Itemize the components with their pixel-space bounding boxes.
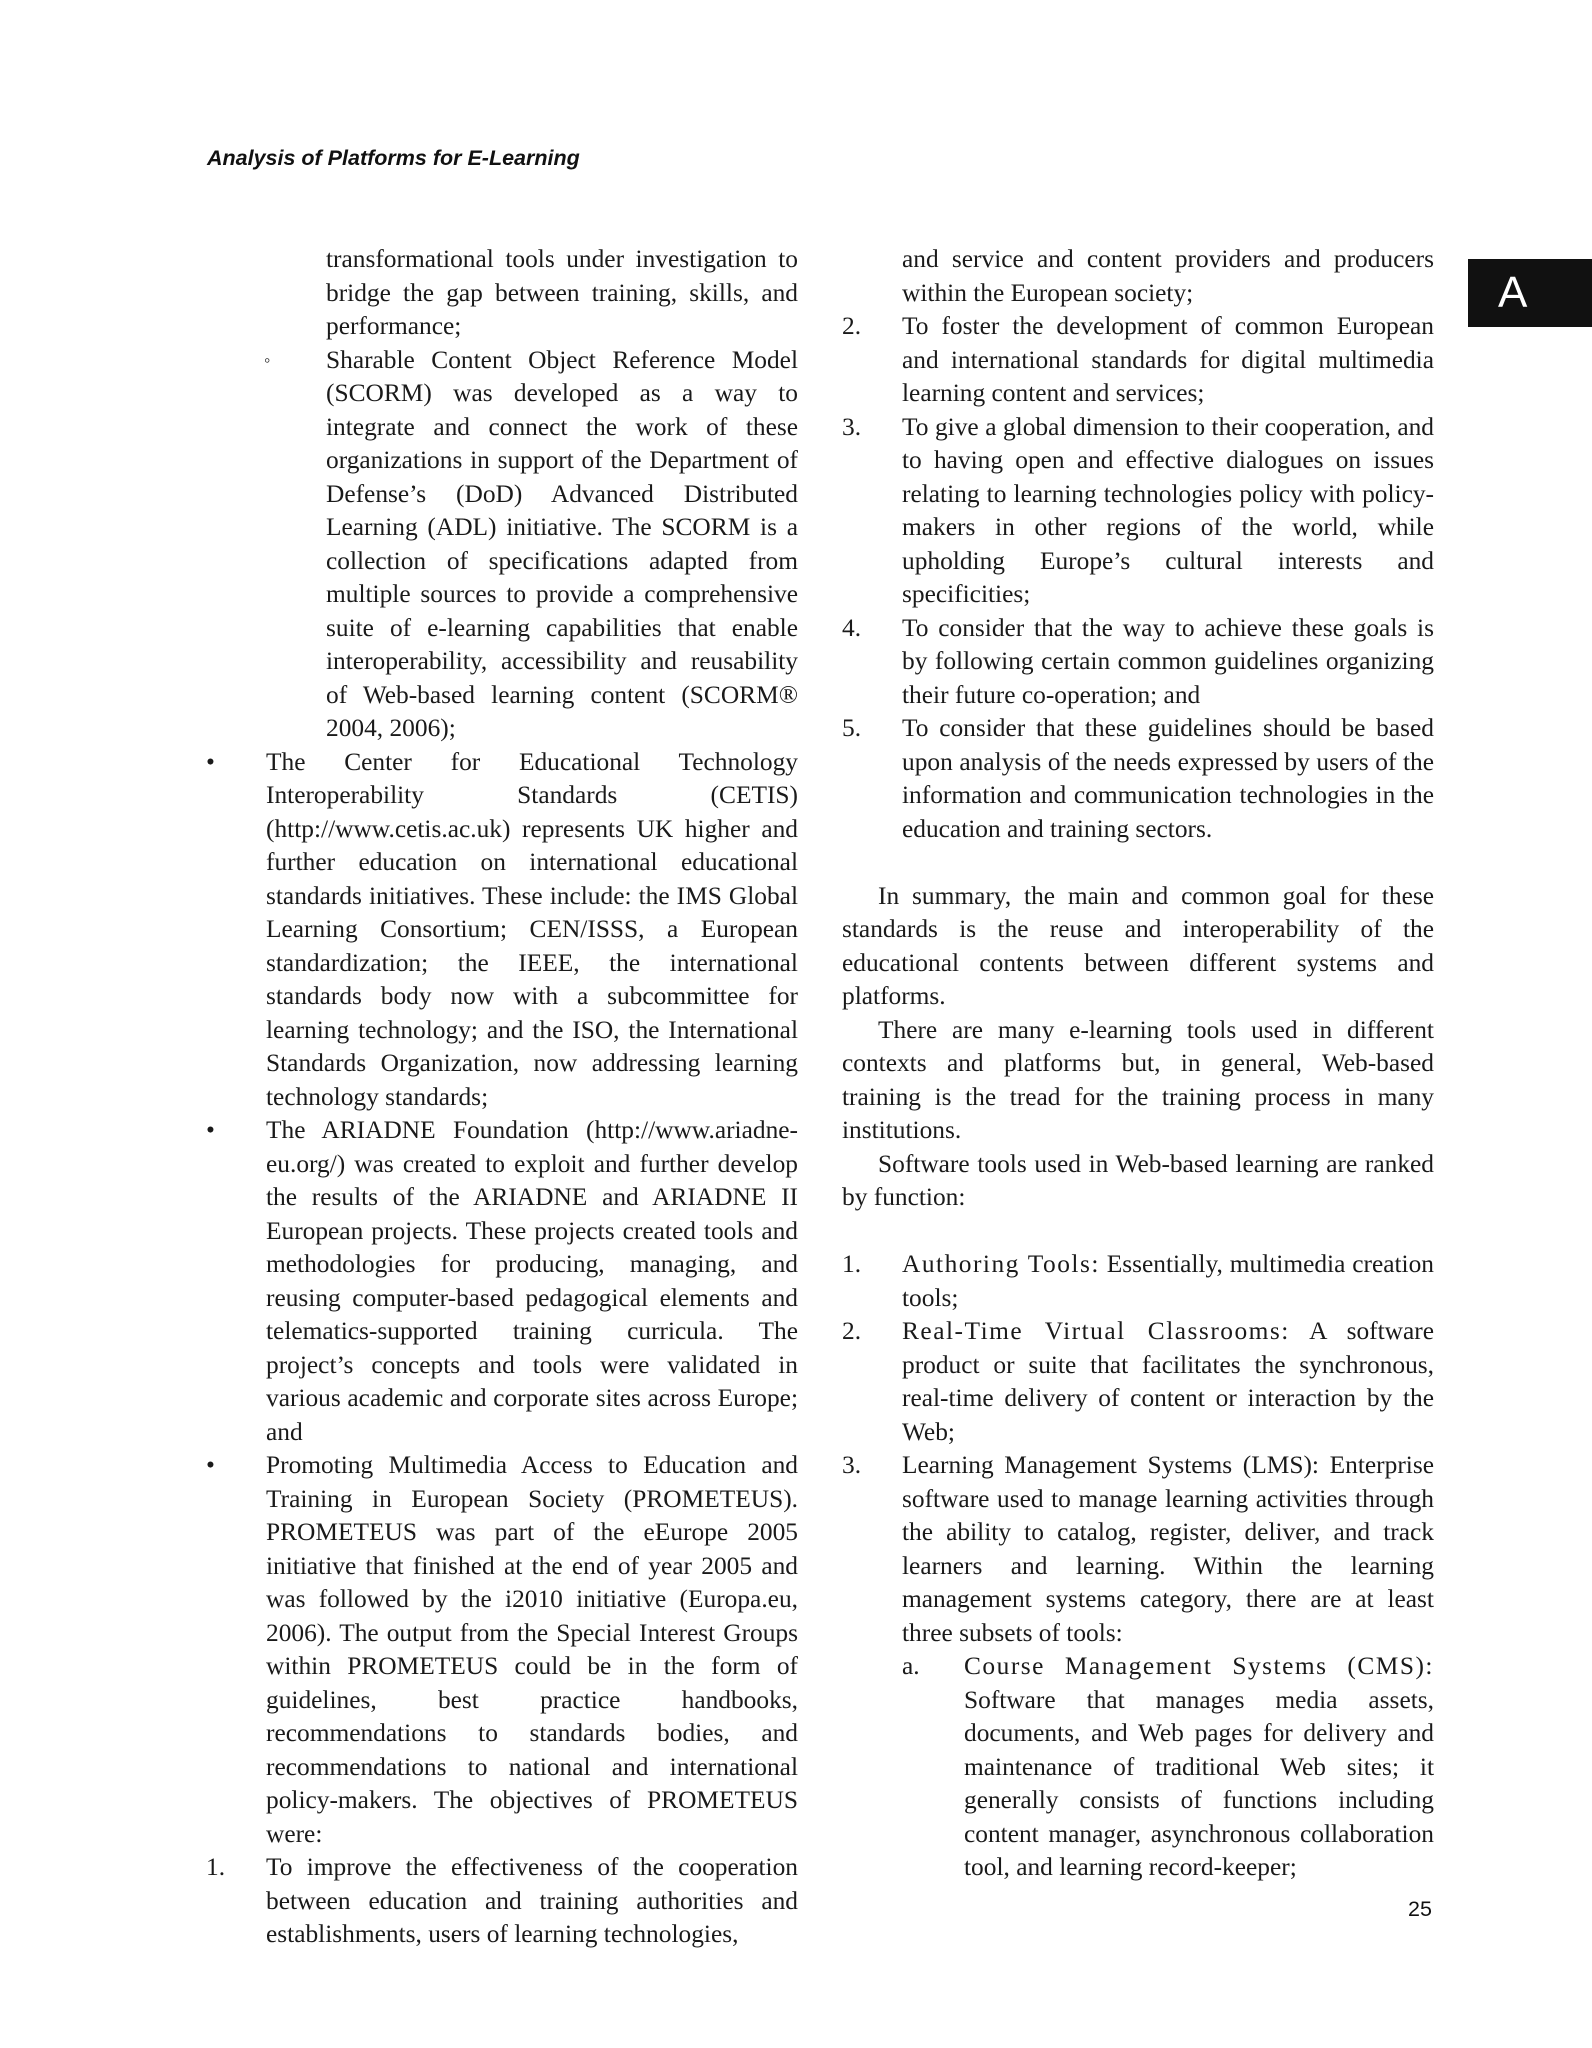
bullet-icon: • [206,1451,215,1479]
paragraph-summary: In summary, the main and common goal for these standards is the reuse and interoperability of the educational contents between different systems and platforms. [842,881,1434,1010]
list-item-scorm [206,344,798,746]
tool-term: Real-Time Virtual Classrooms: [902,1317,1290,1345]
objective-item-5 [842,712,1434,846]
spacer [842,846,1434,880]
objective-item-1-continuation: and service and content providers and producers within the European society; [902,245,1434,307]
tool-item-3 [842,1449,1434,1650]
list-number: 1. [842,1250,862,1278]
paragraph-ranked: Software tools used in Web-based learning are ranked by function: [842,1149,1434,1211]
list-item-text: The Center for Educational Technology Interoperability Standards (CETIS) (http://www.cetis.ac.uk) represents UK higher and further education on international educational standards initiatives. These include: the IMS Global Learning Consortium; CEN/ISSS, a European standardization; the IEEE, the international standards body now with a subcommittee for learning technology; and the ISO, the International Standards Organization, now addressing learning technology standards; [266,747,798,1111]
list-number: 4. [842,613,862,642]
list-item-text: Sharable Content Object Reference Model (SCORM) was developed as a way to integrate and connect the work of these organizations in support of the Department of Defense’s (DoD) Advanced Distributed Learning (ADL) initiative. The SCORM is a collection of specifications adapted from multiple sources to provide a comprehensive suite of e-learning capabilities that enable interoperability, accessibility and reusability of Web-based learning content (SCORM® 2004, 2006); [326,345,798,742]
list-item-text: To give a global dimension to their cooperation, and to having open and effective dialogues on issues relating to learning technologies policy with policy-makers in other regions of the world, while upholding Europe’s cultural interests and specificities; [902,412,1434,608]
left-column [206,243,798,1952]
tool-item-1 [842,1248,1434,1315]
list-item-prometeus [206,1449,798,1851]
page-number: 25 [1408,1897,1432,1921]
bullet-icon: • [206,1116,215,1144]
objective-item-4 [842,612,1434,713]
list-item-text: Promoting Multimedia Access to Education and Training in European Society (PROMETEUS). PROMETEUS was part of the eEurope 2005 initiative that finished at the end of year 2005 and was followed by the i2010 initiative (Europa.eu, 2006). The output from the Special Interest Groups within PROMETEUS could be in the form of guidelines, best practice handbooks, recommendations to standards bodies, and recommendations to national and international policy-makers. The objectives of PROMETEUS were: [266,1451,798,1848]
list-item-text: To consider that the way to achieve these goals is by following certain common guidelines organizing their future co-operation; and [902,613,1434,709]
list-letter: a. [902,1652,920,1680]
list-number: 2. [842,1317,862,1345]
lms-subset-item-a [842,1650,1434,1885]
list-number: 5. [842,714,862,742]
spacer [842,1215,1434,1249]
list-item-continuation: transformational tools under investigation to bridge the gap between training, skills, and performance; [326,245,798,340]
list-number: 3. [842,1451,862,1479]
tool-description: A software product or suite that facilitates the synchronous, real-time delivery of content or interaction by the Web; [902,1317,1435,1446]
running-head: Analysis of Platforms for E-Learning [207,146,580,170]
subset-term: Course Management Systems (CMS): [964,1652,1434,1680]
tool-term: Authoring Tools: [902,1250,1100,1278]
tool-description: Enterprise software used to manage learning activities through the ability to catalog, register, deliver, and track learners and learning. Within the learning management systems category, there are at least three subsets of tools: [902,1451,1434,1647]
bullet-icon: • [206,747,215,776]
list-item-text: To consider that these guidelines should be based upon analysis of the needs expressed by users of the information and communication technologies in the education and training sectors. [902,714,1434,843]
tool-description: Essentially, multimedia creation tools; [902,1250,1434,1312]
list-number: 2. [842,312,862,340]
paragraph-tools: There are many e-learning tools used in different contexts and platforms but, in general, Web-based training is the tread for the training process in many institutions. [842,1015,1434,1144]
objective-item-1 [206,1851,798,1952]
objective-item-3 [842,411,1434,612]
section-tab: A [1468,259,1592,327]
list-item-text: The ARIADNE Foundation (http://www.ariadne-eu.org/) was created to exploit and further develop the results of the ARIADNE and ARIADNE II European projects. These projects created tools and methodologies for producing, managing, and reusing computer-based pedagogical elements and telematics-supported training curricula. The project’s concepts and tools were validated in various academic and corporate sites across Europe; and [266,1116,798,1446]
list-number: 3. [842,412,862,441]
circle-bullet-icon: ◦ [264,349,271,370]
list-item-cetis [206,746,798,1115]
tool-item-2 [842,1315,1434,1449]
list-item-text: To improve the effectiveness of the cooperation between education and training authorities and establishments, users of learning technologies, [266,1853,798,1948]
list-item-text: To foster the development of common European and international standards for digital multimedia learning content and services; [902,312,1434,407]
list-item-ariadne [206,1114,798,1449]
objective-item-2 [842,310,1434,411]
list-number: 1. [206,1853,226,1881]
right-column [842,243,1434,1885]
tool-term: Learning Management Systems (LMS): [902,1451,1319,1479]
subset-description: Software that manages media assets, documents, and Web pages for delivery and maintenance of traditional Web sites; it generally consists of functions including content manager, asynchronous collaboration tool, and learning record-keeper; [964,1685,1434,1881]
